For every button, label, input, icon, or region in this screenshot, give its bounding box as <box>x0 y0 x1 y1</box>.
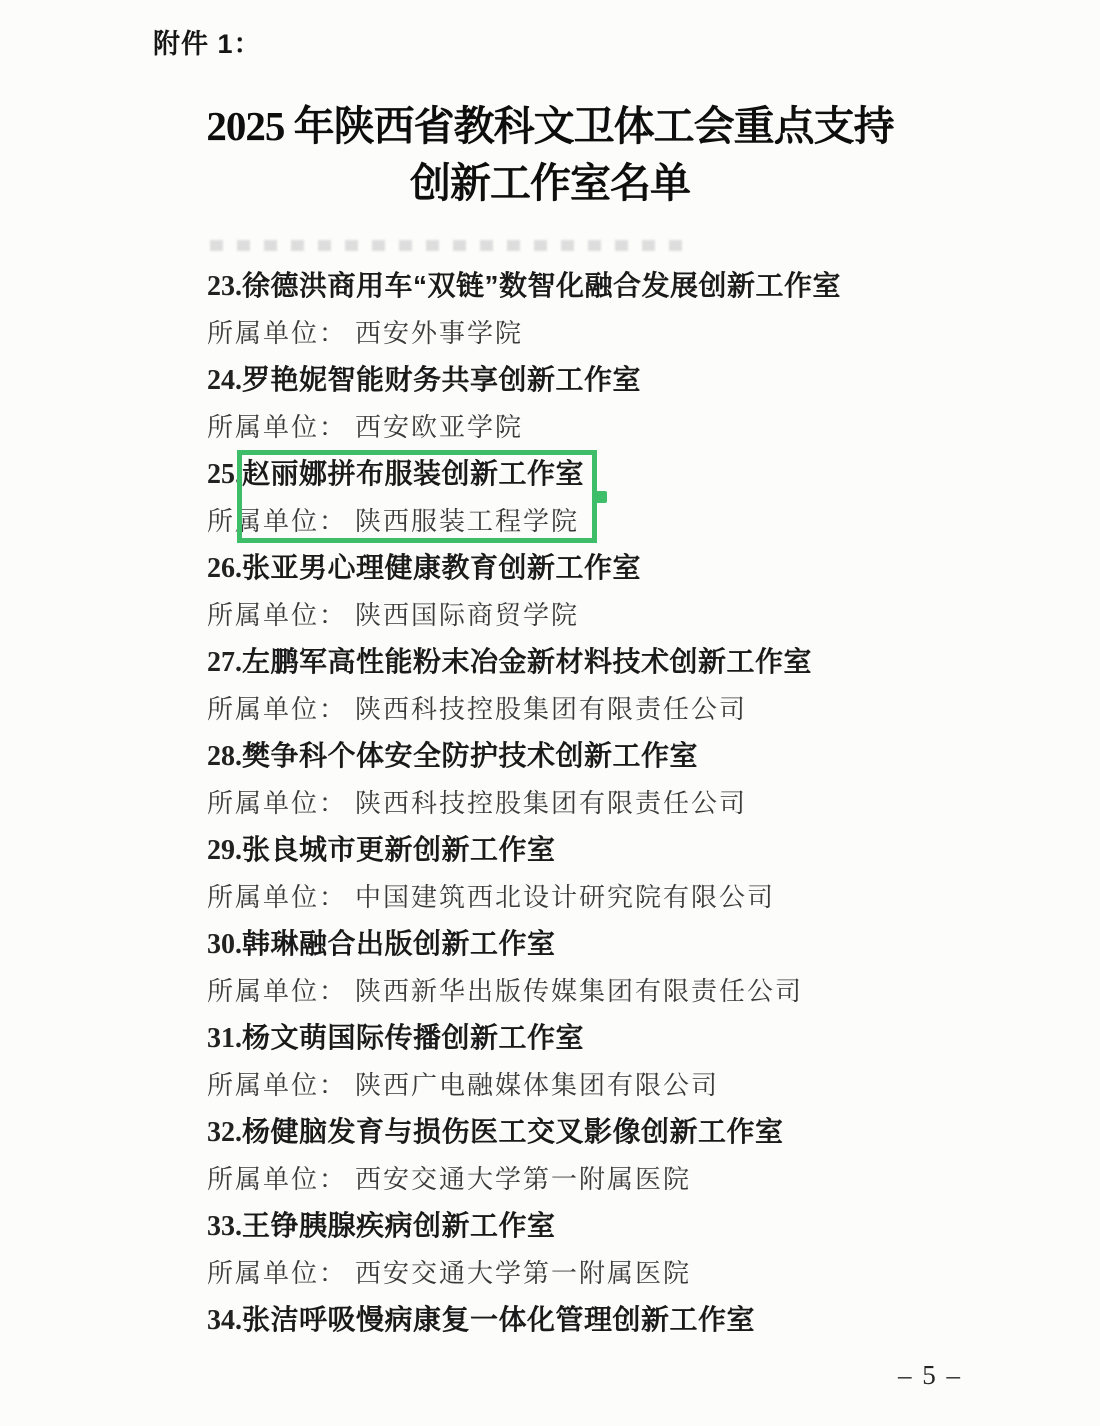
workshop-unit <box>207 1062 967 1109</box>
workshop-number: 29. <box>207 835 242 866</box>
workshop-title-text: 张洁呼吸慢病康复一体化管理创新工作室 <box>242 1304 756 1335</box>
workshop-entry-28 <box>207 732 967 826</box>
workshop-unit <box>207 874 967 921</box>
workshop-title-text: 杨健脑发育与损伤医工交叉影像创新工作室 <box>242 1116 784 1147</box>
unit-value: 陕西科技控股集团有限责任公司 <box>355 695 748 724</box>
workshop-number: 33. <box>207 1211 242 1242</box>
workshop-unit <box>207 686 967 733</box>
annotation-highlight-box[interactable] <box>237 450 597 543</box>
unit-value: 西安外事学院 <box>355 319 524 348</box>
workshop-name <box>207 544 967 592</box>
workshop-entry-30 <box>207 920 967 1014</box>
workshop-name <box>207 1014 967 1062</box>
unit-label: 所属单位： <box>207 319 348 348</box>
document-title <box>0 98 1100 212</box>
unit-value: 陕西新华出版传媒集团有限责任公司 <box>355 977 804 1006</box>
workshop-entry-34 <box>207 1296 967 1390</box>
workshop-title-text: 张良城市更新创新工作室 <box>242 834 556 865</box>
unit-value: 陕西国际商贸学院 <box>355 601 580 630</box>
unit-value: 西安交通大学第一附属医院 <box>355 1165 692 1194</box>
workshop-unit <box>207 968 967 1015</box>
workshop-number: 32. <box>207 1117 242 1148</box>
workshop-name <box>207 732 967 780</box>
cropped-text-fragment <box>210 240 690 251</box>
workshop-title-text: 樊争科个体安全防护技术创新工作室 <box>242 740 699 771</box>
unit-label: 所属单位： <box>207 413 348 442</box>
workshop-unit <box>207 1156 967 1203</box>
workshop-title-text: 罗艳妮智能财务共享创新工作室 <box>242 364 642 395</box>
workshop-title-text: 张亚男心理健康教育创新工作室 <box>242 552 642 583</box>
workshop-unit <box>207 780 967 827</box>
workshop-entry-24 <box>207 356 967 450</box>
workshop-entry-33 <box>207 1202 967 1296</box>
workshop-name <box>207 262 967 310</box>
workshop-unit <box>207 592 967 639</box>
workshop-number: 28. <box>207 741 242 772</box>
document-title-line-2: 创新工作室名单 <box>410 160 690 206</box>
workshop-list <box>207 262 967 1390</box>
workshop-title-text: 左鹏军高性能粉末冶金新材料技术创新工作室 <box>242 646 813 677</box>
workshop-title-text: 王铮胰腺疾病创新工作室 <box>242 1210 556 1241</box>
workshop-entry-26 <box>207 544 967 638</box>
unit-value: 西安欧亚学院 <box>355 413 524 442</box>
workshop-name <box>207 920 967 968</box>
workshop-name <box>207 638 967 686</box>
attachment-label: 附件 1： <box>153 29 262 59</box>
workshop-name <box>207 1296 967 1344</box>
document-title-line-1: 2025 年陕西省教科文卫体工会重点支持 <box>206 103 894 149</box>
workshop-title-text: 赵丽娜拼布服装创新工作室 <box>242 458 585 489</box>
workshop-unit <box>207 404 967 451</box>
workshop-name <box>207 356 967 404</box>
workshop-number: 24. <box>207 365 242 396</box>
workshop-name <box>207 1202 967 1250</box>
workshop-entry-32 <box>207 1108 967 1202</box>
workshop-number: 23. <box>207 271 242 302</box>
workshop-unit <box>207 310 967 357</box>
workshop-name <box>207 1108 967 1156</box>
workshop-entry-27 <box>207 638 967 732</box>
unit-label: 所属单位： <box>207 601 348 630</box>
workshop-number: 27. <box>207 647 242 678</box>
annotation-drag-handle[interactable] <box>592 491 607 503</box>
workshop-entry-31 <box>207 1014 967 1108</box>
workshop-title-text: 杨文萌国际传播创新工作室 <box>242 1022 585 1053</box>
unit-label: 所属单位： <box>207 1165 348 1194</box>
workshop-number: 30. <box>207 929 242 960</box>
workshop-number: 26. <box>207 553 242 584</box>
unit-label: 所属单位： <box>207 1071 348 1100</box>
workshop-entry-23 <box>207 262 967 356</box>
workshop-title-text: 徐德洪商用车“双链”数智化融合发展创新工作室 <box>242 270 842 301</box>
unit-value: 陕西科技控股集团有限责任公司 <box>355 789 748 818</box>
unit-value: 陕西广电融媒体集团有限公司 <box>355 1071 720 1100</box>
unit-label: 所属单位： <box>207 789 348 818</box>
workshop-name <box>207 826 967 874</box>
workshop-entry-29 <box>207 826 967 920</box>
unit-label: 所属单位： <box>207 1259 348 1288</box>
workshop-title-text: 韩琳融合出版创新工作室 <box>242 928 556 959</box>
unit-label: 所属单位： <box>207 977 348 1006</box>
unit-value: 中国建筑西北设计研究院有限公司 <box>355 883 776 912</box>
workshop-number: 31. <box>207 1023 242 1054</box>
page-number: – 5 – <box>898 1360 962 1390</box>
unit-label: 所属单位： <box>207 883 348 912</box>
workshop-number: 34. <box>207 1305 242 1336</box>
unit-value: 西安交通大学第一附属医院 <box>355 1259 692 1288</box>
workshop-number: 25. <box>207 459 242 490</box>
workshop-unit <box>207 1250 967 1297</box>
unit-label: 所属单位： <box>207 507 348 536</box>
unit-label: 所属单位： <box>207 695 348 724</box>
unit-value: 陕西服装工程学院 <box>355 507 580 536</box>
